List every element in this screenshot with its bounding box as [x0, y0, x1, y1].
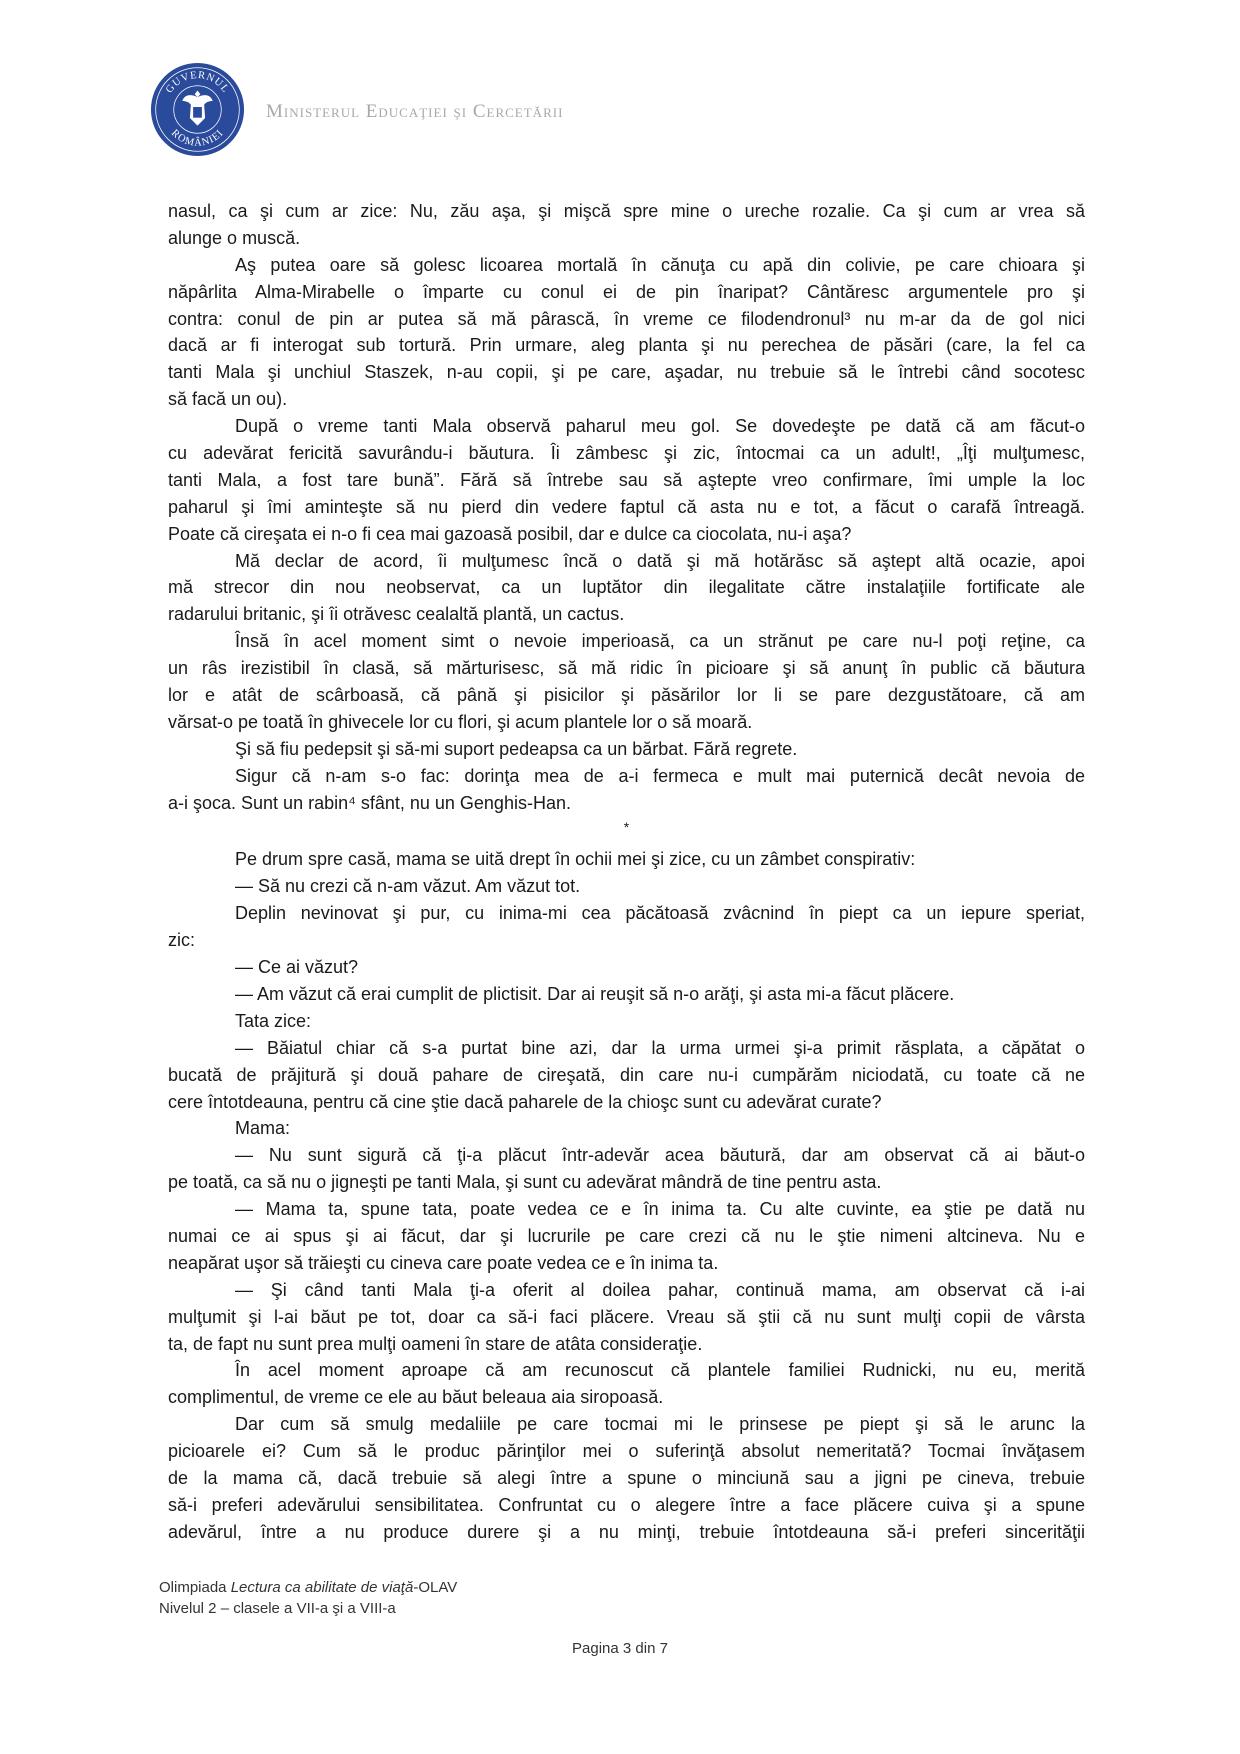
text-line: neapărat uşor să trăieşti cu cineva care poate vedea ce e în inima ta. — [168, 1252, 719, 1273]
text-line: tanti Mala şi unchiul Staszek, n-au copii, şi pe care, aşadar, nu trebuie să le întrebi când socotesc — [168, 362, 1085, 383]
svg-text:ROMÂNIEI: ROMÂNIEI — [168, 127, 227, 149]
paragraph — [168, 1196, 1085, 1277]
text-line: picioarele ei? Cum să le produc părinţilor mei o suferinţă absolut nemeritată? Tocmai învăţasem — [168, 1441, 1085, 1462]
paragraph — [168, 628, 1085, 736]
text-line: Pe drum spre casă, mama se uită drept în ochii mei şi zice, cu un zâmbet conspirativ: — [235, 849, 916, 870]
text-line: mulţumit şi l-ai băut pe tot, doar ca să-i faci plăcere. Vreau să ştii că nu sunt mulţi copii de vârsta — [168, 1306, 1085, 1327]
text-line: radarului britanic, şi îi otrăvesc cealaltă plantă, un cactus. — [168, 604, 625, 625]
page-number: Pagina 3 din 7 — [572, 1640, 668, 1657]
text-line: Însă în acel moment simt o nevoie imperioasă, ca un strănut pe care nu-l poţi reţine, ca — [235, 631, 1085, 652]
paragraph — [168, 1115, 1085, 1142]
text-line: pe toată, ca să nu o jigneşti pe tanti Mala, şi sunt cu adevărat mândră de tine pentru asta. — [168, 1172, 882, 1193]
text-line: Aş putea oare să golesc licoarea mortală în cănuţa cu apă din colivie, pe care chioara şi — [235, 254, 1085, 275]
text-line: numai ce ai spus şi ai făcut, dar şi lucrurile pe care crezi că nu le ştie nimeni altcineva. Nu e — [168, 1225, 1085, 1246]
footer-italic-title: Lectura ca abilitate de viaţă — [230, 1579, 414, 1596]
paragraph — [168, 413, 1085, 547]
text-line: complimentul, de vreme ce ele au băut beleaua aia siropoasă. — [168, 1387, 664, 1408]
paragraph — [168, 1357, 1085, 1411]
paragraph — [168, 1277, 1085, 1358]
document-body — [168, 198, 1085, 1546]
text-line: vărsat-o pe toată în ghivecele lor cu flori, şi acum plantele lor o să moară. — [168, 711, 753, 732]
text-line: bucată de prăjitură şi două pahare de cireşată, din care nu-i cumpărăm niciodată, cu toate că ne — [168, 1064, 1085, 1085]
text-line: nasul, ca şi cum ar zice: Nu, zău aşa, şi mişcă spre mine o ureche rozalie. Ca şi cum ar vrea să — [168, 201, 1085, 221]
text-line: Deplin nevinovat şi pur, cu inima-mi cea păcătoasă zvâcnind în piept ca un iepure speriat, — [235, 903, 1085, 924]
text-line: — Ce ai văzut? — [235, 957, 359, 978]
text-line: Sigur că n-am s-o fac: dorinţa mea de a-i fermeca e mult mai puternică decât nevoia de — [235, 765, 1085, 786]
text-line: — Mama ta, spune tata, poate vedea ce e în inima ta. Cu alte cuvinte, ea ştie pe dată nu — [235, 1199, 1085, 1220]
text-line: — Am văzut că erai cumplit de plictisit. Dar ai reuşit să n-o arăţi, şi asta mi-a făcut plăcere. — [235, 983, 955, 1004]
ministry-name: Ministerul Educaţiei şi Cercetării — [266, 101, 564, 122]
text-line: un râs irezistibil în clasă, să mărturisesc, să mă ridic în picioare şi să anunţ în public că băutura — [168, 658, 1085, 679]
footer-suffix: -OLAV — [413, 1579, 458, 1596]
text-line: adevărul, între a nu produce durere şi a nu minţi, trebuie întotdeauna să-i preferi sincerităţii — [168, 1521, 1085, 1542]
text-line: alunge o muscă. — [168, 227, 301, 248]
paragraph — [168, 1035, 1085, 1116]
text-line: năpârlita Alma-Mirabelle o împarte cu conul ei de pin înaripat? Cântăresc argumentele pro şi — [168, 281, 1085, 302]
government-logo — [150, 62, 245, 157]
paragraph — [168, 198, 1085, 252]
text-line: Mă declar de acord, îi mulţumesc încă o dată şi mă hotărăsc să aştept altă ocazie, apoi — [235, 550, 1085, 571]
text-line: mă strecor din nou neobservat, ca un luptător din ilegalitate către instalaţiile fortificate ale — [168, 577, 1085, 598]
text-line: În acel moment aproape că am recunoscut că plantele familiei Rudnicki, nu eu, merită — [235, 1360, 1085, 1381]
paragraph — [168, 846, 1085, 873]
text-line: — Şi când tanti Mala ţi-a oferit al doilea pahar, continuă mama, am observat că i-ai — [235, 1279, 1085, 1300]
text-line: — Băiatul chiar că s-a purtat bine azi, dar la urma urmei şi-a primit răsplata, a căpătat o — [235, 1037, 1085, 1058]
paragraph — [168, 1411, 1085, 1545]
paragraph — [168, 252, 1085, 413]
text-line: Mama: — [235, 1118, 291, 1139]
section-separator: * — [623, 819, 630, 836]
paragraph — [168, 981, 1085, 1008]
text-line: tanti Mala, a fost tare bună”. Fără să întrebe sau să aştepte vreo confirmare, îmi umple la loc — [168, 469, 1085, 490]
svg-text:GUVERNUL: GUVERNUL — [163, 69, 232, 96]
footer — [159, 1577, 457, 1619]
paragraph — [168, 763, 1085, 817]
paragraph — [168, 873, 1085, 900]
text-line: să-i preferi adevărului sensibilitatea. Confruntat cu o alegere între a face plăcere cuiva şi a spune — [168, 1494, 1085, 1515]
footer-prefix: Olimpiada — [159, 1579, 231, 1596]
text-line: de la mama că, dacă trebuie să alegi între a spune o minciună sau a jigni pe cineva, trebuie — [168, 1467, 1085, 1488]
text-line: După o vreme tanti Mala observă paharul meu gol. Se dovedeşte pe dată că am făcut-o — [235, 416, 1085, 437]
paragraph — [168, 548, 1085, 629]
footer-level: Nivelul 2 – clasele a VII-a şi a VIII-a — [159, 1600, 396, 1617]
text-line: dacă ar fi interogat sub tortură. Prin urmare, aleg planta şi nu perechea de păsări (care, la fel ca — [168, 335, 1085, 356]
footer-olympiad — [159, 1577, 457, 1598]
text-line: cu adevărat fericită savurându-i băutura. Îi zâmbesc şi zic, întocmai ca un adult!, „Îţi mulţumesc, — [168, 443, 1085, 464]
text-line: zic: — [168, 930, 195, 951]
text-line: paharul şi îmi aminteşte să nu pierd din vedere faptul că asta nu e tot, a făcut o carafă întreagă. — [168, 496, 1085, 517]
text-line: cere întotdeauna, pentru că cine ştie dacă paharele de la chioşc sunt cu adevărat curate? — [168, 1091, 882, 1112]
paragraph — [168, 736, 1085, 763]
text-line: lor e atât de scârboasă, că până şi pisicilor şi păsărilor lor li se pare dezgustătoare, că am — [168, 685, 1085, 706]
text-line: — Să nu crezi că n-am văzut. Am văzut tot. — [235, 876, 581, 897]
text-line: contra: conul de pin ar putea să mă pârască, în vreme ce filodendronul³ nu m-ar da de gol nici — [168, 308, 1085, 329]
text-line: — Nu sunt sigură că ţi-a plăcut într-adevăr acea băutură, dar am observat că ai băut-o — [235, 1145, 1085, 1166]
text-line: Şi să fiu pedepsit şi să-mi suport pedeapsa ca un bărbat. Fără regrete. — [235, 738, 798, 759]
text-line: a-i şoca. Sunt un rabin⁴ sfânt, nu un Genghis-Han. — [168, 792, 571, 813]
paragraph — [168, 900, 1085, 954]
paragraph — [168, 1008, 1085, 1035]
paragraph — [168, 1142, 1085, 1196]
text-line: Tata zice: — [235, 1010, 312, 1031]
text-line: să facă un ou). — [168, 389, 288, 410]
text-line: ta, de fapt nu sunt prea mulţi oameni în stare de atâta consideraţie. — [168, 1333, 703, 1354]
text-line: Dar cum să smulg medaliile pe care tocmai mi le prinsese pe piept şi să le arunc la — [235, 1414, 1085, 1435]
text-line: Poate că cireşata ei n-o fi cea mai gazoasă posibil, dar e dulce ca ciocolata, nu-i aşa? — [168, 523, 852, 544]
paragraph — [168, 954, 1085, 981]
